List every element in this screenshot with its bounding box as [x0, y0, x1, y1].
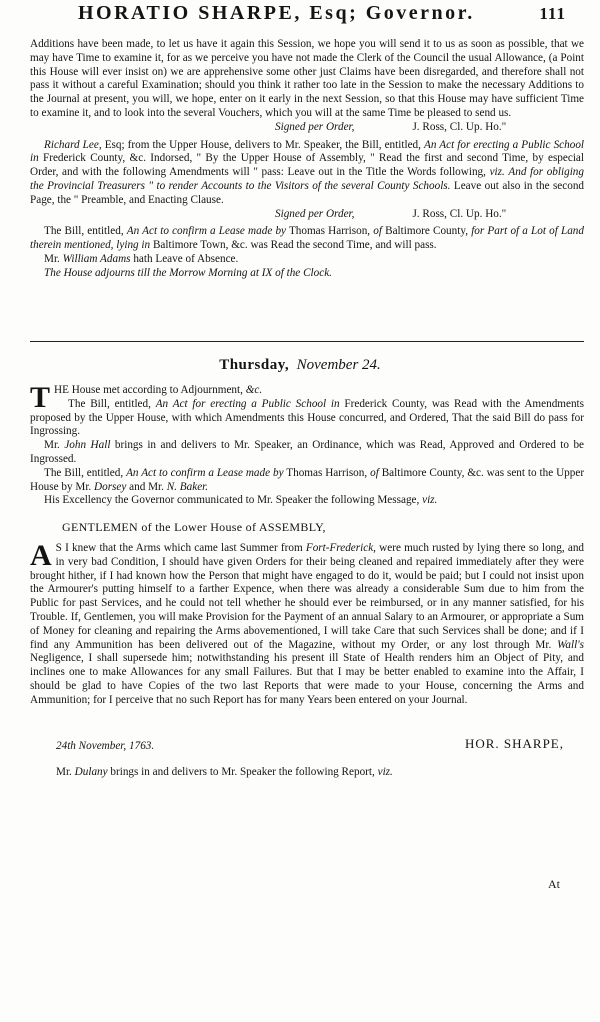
catchword: At	[548, 877, 560, 891]
signature-line: Signed per Order, J. Ross, Cl. Up. Ho."	[275, 207, 507, 220]
running-title: HORATIO SHARPE, Esq; Governor.	[78, 2, 475, 24]
day-heading: Thursday, November 24.	[219, 357, 381, 373]
governor-message	[30, 539, 585, 708]
salutation: GENTLEMEN of the Lower House of ASSEMBLY,	[62, 520, 326, 534]
page-header	[0, 2, 600, 26]
message-body: A S I knew that the Arms which came last Summer from Fort-Frederick, were much rusted by lying there so long, and in very bad Condition, I should have given Orders for their being cleaned and repaired immediately after they were brought hither, if I had known how the Person that might have engaged to do it, would be paid; but I could not insist upon the Armourer's putting himself to a farther Expence, when there was already a considerable Sum due to him from the Public for past Services, and he could not tell whether he should ever be reimbursed, or in any manner satisfied, for his Trouble. If, Gentlemen, you will make Provision for the Payment of an annual Salary to an Armourer, or appropriate a Sum of Money for cleaning and repairing the Arms abovementioned, I will take Care that such Services shall be done; and if I find any Ammunition has been delivered out of the Magazine, without my Order, or any lost through Mr. Wall's Negligence, I shall supersede him; notwithstanding his present ill State of Health renders him an Object of Pity, and inclines one to make Allowances for any small Failures. But that I may be better enabled to examine into the Affair, I should be glad to have Copies of the two last Reports that were made to your House, concerning the Arms and Ammunition; for I perceive that no such Report has for many Years been entered on your Journal.	[30, 539, 585, 706]
bill-paragraph: The Bill, entitled, An Act to confirm a Lease made by Thomas Harrison, of Baltimore County, &c. was sent to the Upper House by Mr. Dorsey and Mr. N. Baker.	[30, 466, 585, 493]
governor-signature: HOR. SHARPE,	[464, 736, 564, 751]
bill-paragraph: The Bill, entitled, An Act for erecting a Public School in Frederick County, was Read with the Amendments proposed by the Upper House, with which Amendments this House concurred, and Ordered, That the said Bill do pass for Ingrossing.	[30, 397, 585, 438]
page-number: 111	[539, 4, 566, 23]
message-intro-paragraph: His Excellency the Governor communicated to Mr. Speaker the following Message, viz.	[44, 494, 438, 507]
report-paragraph: Mr. Dulany brings in and delivers to Mr. Speaker the following Report, viz.	[56, 766, 393, 778]
section-thursday	[30, 381, 585, 508]
bill-paragraph: The Bill, entitled, An Act to confirm a Lease made by Thomas Harrison, of Baltimore County, for Part of a Lot of Land therein mentioned, lying in Baltimore Town, &c. was Read the second Time, and will pass.	[30, 225, 584, 252]
message-paragraph: Additions have been made, to let us have it again this Session, we hope you will send it to us as soon as possible, that we may have Time to examine it, for as we perceive you have not made the Clerk of the Council the usual Allowance, (a Point this House will ever insist on) we are apprehensive some other just Claims have been disregarded, and therefore shall not pass it without a careful Examination; should you think it rather too late in the Session to make the necessary Additions to the Journal at present, you will, we hope, enter on it early in the next Session, so that this House may have sufficient Time to examine it, and to look into the several Vouchers, which you will at the same Time be pleased to send us.	[30, 38, 584, 119]
leave-paragraph: Mr. William Adams hath Leave of Absence.	[44, 252, 239, 265]
ordinance-paragraph: Mr. John Hall brings in and delivers to Mr. Speaker, an Ordinance, which was Read, Approved and Ordered to be Ingrossed.	[30, 439, 585, 465]
adjourn-paragraph: The House adjourns till the Morrow Morning at IX of the Clock.	[44, 266, 332, 279]
section-divider	[30, 341, 584, 342]
bill-paragraph: Richard Lee, Esq; from the Upper House, delivers to Mr. Speaker, the Bill, entitled, An Act for erecting a Public School in Frederick County, &c. Indorsed, " By the Upper House of Assembly, " Read the first and second Time, by especial Order, and with the following Amendments will " pass: Leave out in the Title the Words following, viz. And for obliging the Provincial Treasurers " to render Accounts to the Visitors of the several County Schools. Leave out also in the second Page, the " Preamble, and Enacting Clause.	[30, 138, 585, 206]
opening-paragraph: THE House met according to Adjournment, &c.	[30, 381, 263, 414]
section-upper-house-message	[30, 38, 584, 281]
message-date: 24th November, 1763.	[56, 740, 155, 752]
signature-line: Signed per Order, J. Ross, Cl. Up. Ho."	[275, 120, 507, 133]
